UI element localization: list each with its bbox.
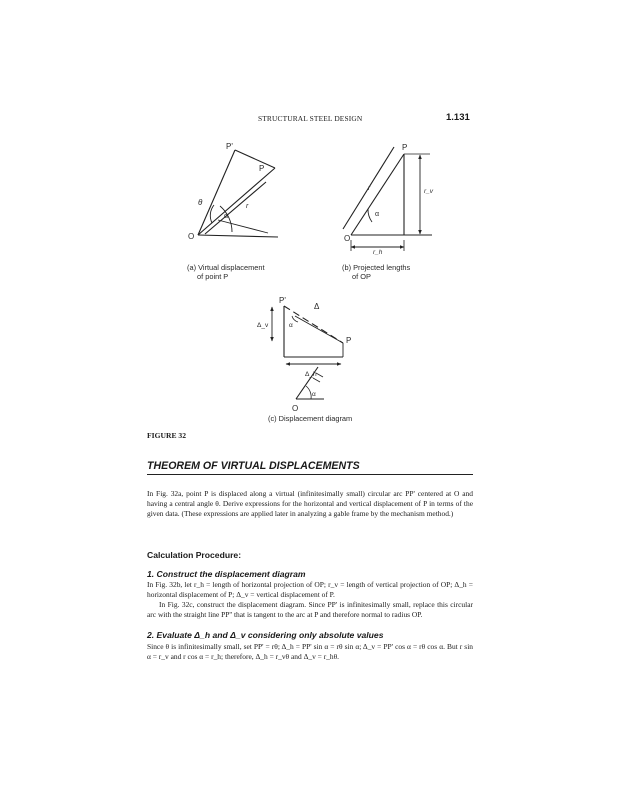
label-b-alpha: α bbox=[375, 211, 380, 218]
section-title: THEOREM OF VIRTUAL DISPLACEMENTS bbox=[147, 460, 360, 472]
page-number: 1.131 bbox=[446, 112, 470, 123]
label-a-p: P bbox=[259, 164, 265, 173]
step-1-heading: 1. Construct the displacement diagram bbox=[147, 569, 306, 579]
label-c-delta-v: Δ_v bbox=[257, 322, 269, 329]
caption-b-line2: of OP bbox=[352, 272, 371, 281]
label-a-o: O bbox=[188, 232, 195, 241]
intro-paragraph bbox=[147, 489, 473, 519]
label-b-rv: r_v bbox=[424, 188, 434, 195]
step-1-body bbox=[147, 580, 473, 620]
calculation-procedure-heading: Calculation Procedure: bbox=[147, 550, 242, 560]
label-c-delta-h: Δ_h bbox=[305, 371, 317, 378]
label-a-r: r bbox=[246, 203, 249, 210]
label-c-o: O bbox=[292, 404, 299, 413]
intro-text: In Fig. 32a, point P is displaced along a virtual (infinitesimally small) circular arc PP' centered at O and having a central angle θ. Derive expressions for the horizontal and vertical displacement of P in terms of the given data. (These expressions are applied later in analyzing a gable frame by the mechanism method.) bbox=[147, 489, 473, 518]
label-c-p: P bbox=[346, 336, 352, 345]
caption-b-line1: (b) Projected lengths bbox=[342, 263, 411, 272]
step-2-body bbox=[147, 642, 473, 662]
figure-label: FIGURE 32 bbox=[147, 431, 187, 440]
step-1-paragraph-1: In Fig. 32b, let r_h = length of horizontal projection of OP; r_v = length of vertical projection of OP; Δ_h = horizontal displacement of P; Δ_v = vertical displacement of P. bbox=[147, 580, 473, 599]
label-c-alpha-top: α bbox=[289, 322, 293, 329]
label-a-p-prime: P' bbox=[226, 142, 233, 151]
label-a-alpha: α bbox=[224, 213, 229, 220]
step-2-heading: 2. Evaluate Δ_h and Δ_v considering only absolute values bbox=[147, 630, 384, 640]
title-rule bbox=[147, 474, 473, 475]
label-c-p-prime: P' bbox=[279, 296, 286, 305]
label-a-theta: θ bbox=[198, 198, 203, 207]
label-c-alpha-bottom: α bbox=[312, 391, 316, 398]
panel-c bbox=[272, 306, 343, 399]
step-2-paragraph-1: Since θ is infinitesimally small, set PP' = rθ; Δ_h = PP' sin α = rθ sin α; Δ_v = PP' cos α = rθ cos α. But r sin α = r_v and r cos α = r_h; therefore, Δ_h = r_vθ and Δ_v = r_hθ. bbox=[147, 642, 473, 661]
label-b-rh: r_h bbox=[373, 249, 383, 256]
step-1-paragraph-2: In Fig. 32c, construct the displacement diagram. Since PP' is infinitesimally small, replace this circular arc with the straight line PP'' that is tangent to the arc at P and therefore normal to radius OP. bbox=[147, 600, 473, 619]
label-c-delta: Δ bbox=[314, 302, 320, 311]
label-b-p: P bbox=[402, 143, 408, 152]
caption-c: (c) Displacement diagram bbox=[268, 414, 353, 423]
caption-a-line1: (a) Virtual displacement bbox=[187, 263, 265, 272]
caption-a-line2: of point P bbox=[197, 272, 229, 281]
panel-b bbox=[343, 147, 432, 251]
running-head: STRUCTURAL STEEL DESIGN bbox=[258, 114, 363, 123]
label-b-r: r bbox=[368, 185, 371, 192]
label-b-o: O bbox=[344, 234, 351, 243]
panel-a bbox=[198, 150, 278, 237]
